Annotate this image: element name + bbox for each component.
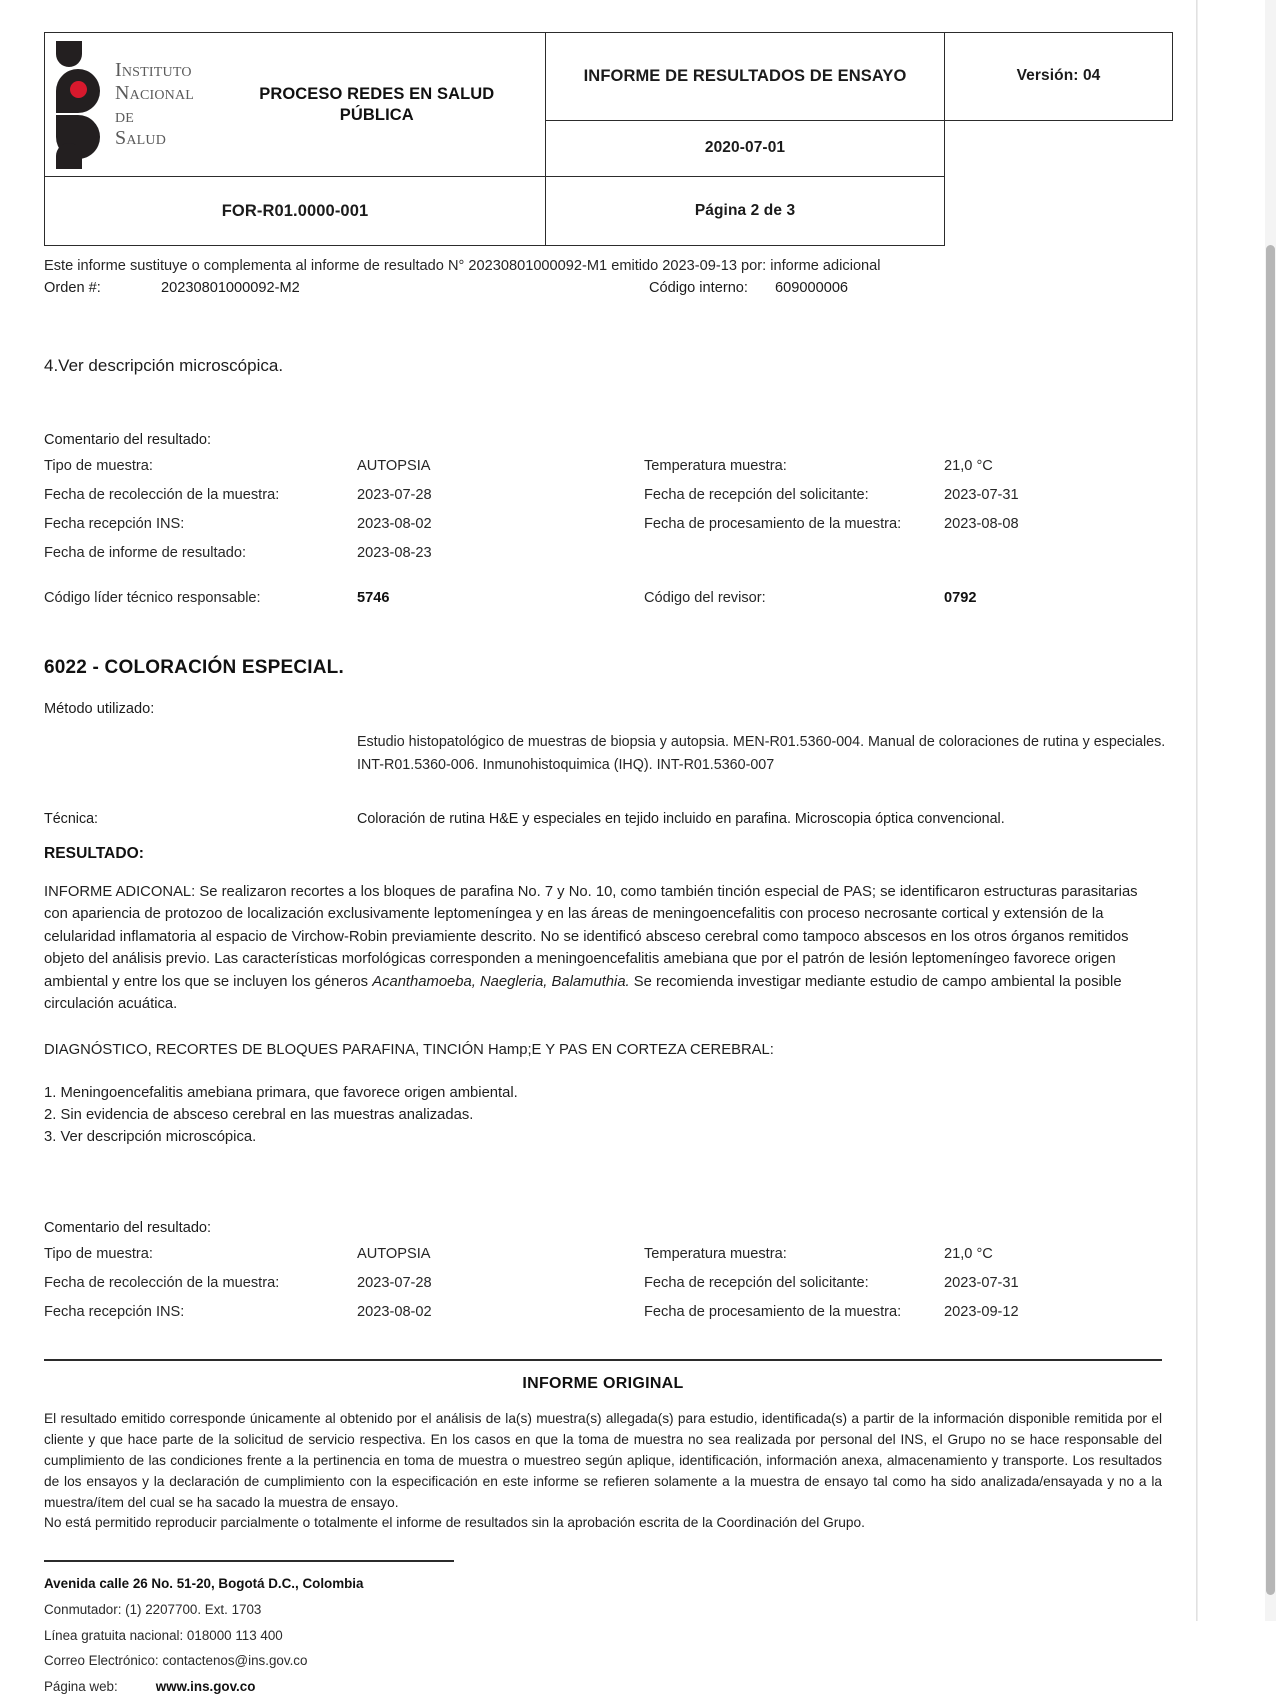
row-label-2: Fecha de recepción del solicitante: <box>644 487 869 503</box>
table-row-codes <box>44 590 1169 619</box>
table-row <box>44 1304 1169 1333</box>
table-row <box>44 1275 1169 1304</box>
substitute-notice: Este informe sustituye o complementa al informe de resultado N° 20230801000092-M1 emitido 2023-09-13 por: informe adicional <box>44 258 881 274</box>
row-value: 2023-08-23 <box>357 545 432 561</box>
row-label-2: Fecha de recepción del solicitante: <box>644 1275 869 1292</box>
original-report-title: INFORME ORIGINAL <box>522 1375 684 1393</box>
row-value: 2023-07-28 <box>357 487 432 503</box>
footer-switchboard: Conmutador: (1) 2207700. Ext. 1703 <box>44 1601 262 1617</box>
result-label: RESULTADO: <box>44 844 144 862</box>
row-label-2: Fecha de procesamiento de la muestra: <box>644 1304 902 1321</box>
ins-logo-icon <box>53 41 103 169</box>
legal-paragraph-2: No está permitido reproducir parcialmente o totalmente el informe de resultados sin la aprobación escrita de la Coordinación del Grupo. <box>44 1515 865 1531</box>
footer-web-row <box>44 1674 1169 1700</box>
footer-address: Avenida calle 26 No. 51-20, Bogotá D.C., Colombia <box>44 1576 364 1592</box>
document-header-table <box>44 32 1173 246</box>
order-value: 20230801000092-M2 <box>161 280 300 296</box>
method-text: Estudio histopatológico de muestras de biopsia y autopsia. MEN-R01.5360-004. Manual de coloraciones de rutina y especiales. INT-R01.5360-006. Inmunohistoquimica (IHQ). INT-R01.5360-007 <box>357 734 1166 773</box>
form-code: FOR-R01.0000-001 <box>45 177 546 246</box>
row-value: 2023-08-02 <box>357 1304 432 1321</box>
footer-contact <box>44 1571 1169 1700</box>
list-item: 3. Ver descripción microscópica. <box>44 1129 257 1146</box>
footer-email: Correo Electrónico: contactenos@ins.gov.co <box>44 1653 308 1669</box>
list-item: 1. Meningoencefalitis amebiana primara, que favorece origen ambiental. <box>44 1084 518 1101</box>
row-value-2: 2023-07-31 <box>944 487 1019 503</box>
logo-line-3: Salud <box>115 127 167 150</box>
tech-lead-label: Código líder técnico responsable: <box>44 590 261 606</box>
reviewer-label: Código del revisor: <box>644 590 766 606</box>
section-divider <box>44 1359 1162 1361</box>
table-row <box>44 516 1169 545</box>
row-label: Fecha de recolección de la muestra: <box>44 1275 280 1292</box>
row-label: Fecha de recolección de la muestra: <box>44 487 280 503</box>
comment-title-2: Comentario del resultado: <box>44 1220 212 1237</box>
process-title: PROCESO REDES EN SALUD PÚBLICA <box>259 84 495 124</box>
row-value-2: 2023-08-08 <box>944 516 1019 532</box>
microscopic-note: 4.Ver descripción microscópica. <box>44 356 284 375</box>
document-version: Versión: 04 <box>945 33 1173 121</box>
row-label-2: Temperatura muestra: <box>644 458 787 474</box>
order-label: Orden #: <box>44 280 101 296</box>
row-label-2: Fecha de procesamiento de la muestra: <box>644 516 902 532</box>
row-value: AUTOPSIA <box>357 1246 431 1263</box>
row-value-2: 21,0 °C <box>944 458 993 474</box>
comment-title-1: Comentario del resultado: <box>44 432 212 448</box>
footer-web-label: Página web: <box>44 1679 118 1695</box>
reviewer-code: 0792 <box>944 590 977 606</box>
method-label: Método utilizado: <box>44 701 155 717</box>
diagnosis-list <box>44 1082 1169 1149</box>
technique-row <box>44 811 1169 833</box>
ins-logo-wordmark <box>115 59 217 149</box>
row-label-2: Temperatura muestra: <box>644 1246 787 1263</box>
footer-web-value: www.ins.gov.co <box>155 1679 256 1695</box>
row-value-2: 21,0 °C <box>944 1246 993 1263</box>
scrollbar-thumb[interactable] <box>1266 245 1275 1595</box>
logo-line-2: Nacional de <box>115 81 195 127</box>
internal-code-value: 609000006 <box>775 280 849 296</box>
result-paragraph <box>44 881 1162 1016</box>
internal-code-label: Código interno: <box>649 280 748 296</box>
row-value-2: 2023-07-31 <box>944 1275 1019 1292</box>
legal-paragraph-1: El resultado emitido corresponde únicamente al obtenido por el análisis de la(s) muestra(s) allegada(s) para estudio, identificada(s) a partir de la información disponible remitida por el cliente y que hace parte de la solicitud de servicio respectiva. En los casos en que la toma de muestra no sea realizada por personal del INS, el Grupo no se hace responsable del cumplimiento de las condiciones frente a la pertinencia en toma de muestra o muestreo según aplique, identificación, información anexa, almacenamiento y transporte. Los resultados de los ensayos y la declaración de cumplimiento con la especificación en este informe se refieren solamente a la muestra de ensayo tal como ha sido analizada/ensayada y no a la muestra/ítem del cual se ha sacado la muestra de ensayo. <box>44 1411 1162 1510</box>
row-value: 2023-07-28 <box>357 1275 432 1292</box>
order-row <box>44 280 1169 304</box>
row-value: 2023-08-02 <box>357 516 432 532</box>
table-row <box>44 545 1169 574</box>
footer-divider <box>44 1560 454 1562</box>
table-row <box>44 1246 1169 1275</box>
page-number: Página 2 de 3 <box>546 177 945 246</box>
row-value: AUTOPSIA <box>357 458 431 474</box>
row-label: Tipo de muestra: <box>44 1246 153 1263</box>
row-label: Fecha recepción INS: <box>44 516 185 532</box>
table-row <box>44 458 1169 487</box>
document-date: 2020-07-01 <box>546 120 945 176</box>
result-text-b: Se recomienda investigar mediante estudio de campo ambiental la posible circulación acuática. <box>44 973 1122 1013</box>
row-label: Fecha recepción INS: <box>44 1304 185 1321</box>
footer-toll-free: Línea gratuita nacional: 018000 113 400 <box>44 1627 283 1643</box>
section-title: 6022 - COLORACIÓN ESPECIAL. <box>44 657 344 678</box>
table-row <box>44 487 1169 516</box>
row-label: Tipo de muestra: <box>44 458 153 474</box>
row-label: Fecha de informe de resultado: <box>44 545 246 561</box>
technique-label: Técnica: <box>44 810 99 827</box>
legal-disclaimer <box>44 1409 1162 1534</box>
row-value-2: 2023-09-12 <box>944 1304 1019 1321</box>
list-item: 2. Sin evidencia de absceso cerebral en las muestras analizadas. <box>44 1106 474 1123</box>
document-title: INFORME DE RESULTADOS DE ENSAYO <box>546 33 945 121</box>
logo-line-1: Instituto <box>115 59 192 82</box>
tech-lead-code: 5746 <box>357 590 390 606</box>
header-logo-cell <box>45 33 546 177</box>
technique-text: Coloración de rutina H&E y especiales en tejido incluido en parafina. Microscopia óptica convencional. <box>357 810 1005 827</box>
result-text-a: INFORME ADICONAL: Se realizaron recortes a los bloques de parafina No. 7 y No. 10, como también tinción especial de PAS; se identificaron estructuras parasitarias con apariencia de protozoo de localización exclusivamente leptomeníngea y en las áreas de meningoencefalitis con proceso necrosante cortical y extensión de la celularidad inflamatoria al espacio de Virchow-Robin previamiente descrito. No se identificó absceso cerebral como tampoco abscesos en los otros órganos remitidos objeto del análisis previo. Las características morfológicas corresponden a meningoencefalitis amebiana que por el patrón de lesión leptomeníngeo favorece origen ambiental y entre los que se incluyen los géneros <box>44 883 1138 990</box>
result-genera: Acanthamoeba, Naegleria, Balamuthia. <box>372 973 630 990</box>
diagnosis-title: DIAGNÓSTICO, RECORTES DE BLOQUES PARAFINA, TINCIÓN Hamp;E Y PAS EN CORTEZA CEREBRAL: <box>44 1041 774 1058</box>
